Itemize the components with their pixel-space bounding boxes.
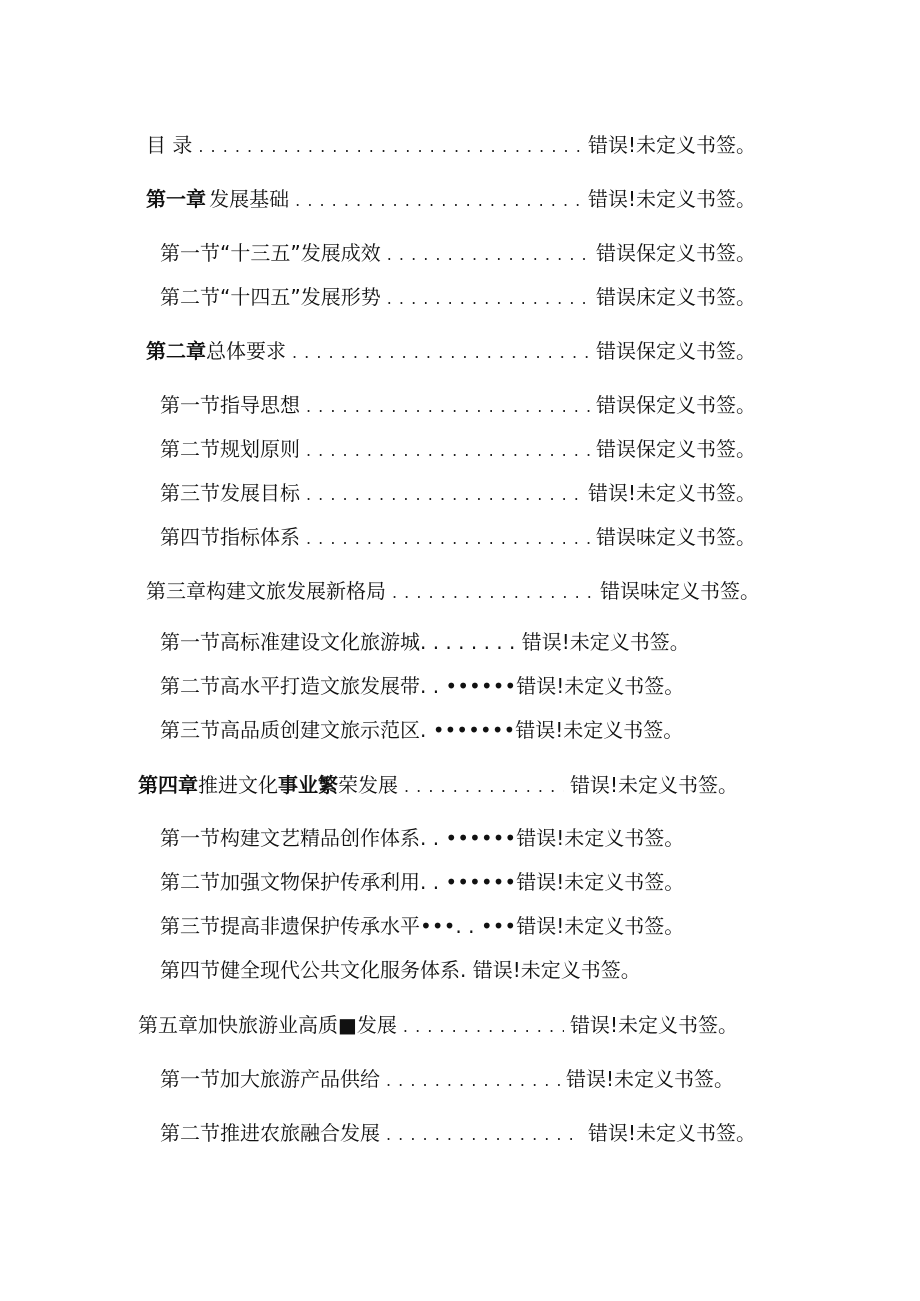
toc-leader — [292, 340, 590, 366]
toc-entry-title: 第二节推进农旅融合发展 — [160, 1121, 380, 1145]
toc-entry-page-ref: 错误!未定义书签。 — [569, 773, 738, 797]
toc-entry-title-part: 第五章加快旅游业高质 — [138, 1013, 338, 1037]
toc-entry-section-2-4 — [160, 524, 756, 552]
toc-leader — [306, 526, 590, 552]
toc-leader — [387, 242, 590, 268]
toc-entry-page-ref: 错误!未定义书签。 — [587, 133, 756, 157]
toc-leader — [404, 774, 564, 800]
toc-entry-section-5-1 — [160, 1066, 734, 1094]
toc-entry-chapter-5 — [138, 1012, 738, 1040]
toc-entry-title-part: 第四章 — [138, 773, 198, 797]
toc-entry-title-part: 荣发展 — [338, 773, 398, 797]
toc-leader — [306, 394, 590, 420]
toc-entry-page-ref: 错误床定义书签。 — [596, 285, 756, 309]
toc-leader — [306, 482, 582, 508]
toc-chapter-number: 第二章 — [146, 339, 206, 363]
toc-entry-page-ref: 错误!未定义书签。 — [587, 481, 756, 505]
toc-entry-section-2-2 — [160, 436, 756, 464]
toc-entry-page-ref: 错误保定义书签。 — [596, 393, 756, 417]
toc-entry-title: 发展基础 — [209, 187, 290, 211]
toc-chapter-4-sections — [160, 816, 772, 992]
toc-entry-section-3-1: 第一节高标准建设文化旅游城. . . . . . . . 错误!未定义书签。 — [160, 630, 690, 654]
toc-entry-section-1-1 — [160, 240, 756, 268]
toc-entry-section-4-4: 第四节健全现代公共文化服务体系. 错误!未定义书签。 — [160, 958, 641, 982]
toc-entry-page-ref: 错误!未定义书签。 — [565, 1067, 734, 1091]
toc-leader — [403, 1014, 564, 1040]
toc-entry-title: 第二节“十四五”发展形势 — [160, 285, 381, 309]
toc-entry-title-part: 推进文化 — [198, 773, 278, 797]
toc-entry-title: 第三章构建文旅发展新格局 — [146, 579, 386, 603]
toc-leader — [306, 438, 590, 464]
toc-entry-section-3-2: 第二节高水平打造文旅发展带. . ••••••错误!未定义书签。 — [160, 674, 685, 698]
toc-entry-section-2-3 — [160, 480, 756, 508]
toc-entry-chapter-3 — [146, 578, 760, 606]
toc-entry-contents — [146, 132, 756, 160]
toc-entry-page-ref: 错误味定义书签。 — [596, 525, 756, 549]
toc-entry-title: 总体要求 — [206, 339, 286, 363]
toc-entry-section-4-2: 第二节加强文物保护传承利用. . ••••••错误!未定义书签。 — [160, 870, 685, 894]
toc-entry-title-part: 事业繁 — [278, 773, 338, 797]
toc-entry-chapter-1 — [146, 186, 756, 214]
toc-entry-page-ref: 错误保定义书签。 — [596, 241, 756, 265]
toc-entry-title: 第二节规划原则 — [160, 437, 300, 461]
toc-entry-section-2-1 — [160, 392, 756, 420]
toc-entry-title: 第一节“十三五”发展成效 — [160, 241, 381, 265]
toc-entry-title: 第四节指标体系 — [160, 525, 300, 549]
toc-entry-title: 第三节发展目标 — [160, 481, 300, 505]
toc-entry-chapter-4 — [138, 772, 738, 800]
toc-entry-section-1-2 — [160, 284, 756, 312]
toc-entry-title: 第一节加大旅游产品供给 — [160, 1067, 380, 1091]
toc-entry-page-ref: 错误!未定义书签。 — [569, 1013, 738, 1037]
toc-entry-page-ref: 错误!未定义书签。 — [587, 1121, 756, 1145]
toc-entry-title-part: 发展 — [356, 1013, 397, 1037]
toc-chapter-number: 第一章 — [146, 187, 206, 211]
toc-entry-section-5-2 — [160, 1120, 756, 1148]
toc-leader — [392, 580, 594, 606]
toc-leader — [295, 188, 582, 214]
toc-entry-title: 目 录 — [146, 133, 193, 157]
black-square-mark: ■ — [338, 1013, 357, 1037]
toc-leader — [386, 1122, 582, 1148]
toc-leader — [386, 1068, 560, 1094]
toc-entry-page-ref: 错误保定义书签。 — [596, 437, 756, 461]
toc-entry-title: 第一节指导思想 — [160, 393, 300, 417]
toc-entry-chapter-2 — [146, 338, 756, 366]
toc-entry-page-ref: 错误!未定义书签。 — [587, 187, 756, 211]
toc-entry-section-4-1: 第一节构建文艺精品创作体系. . ••••••错误!未定义书签。 — [160, 826, 685, 850]
toc-entry-page-ref: 错误保定义书签。 — [596, 339, 756, 363]
toc-chapter-3-sections — [160, 620, 772, 752]
toc-entry-section-4-3: 第三节提高非遗保护传承水平•••. . •••错误!未定义书签。 — [160, 914, 685, 938]
toc-entry-page-ref: 错误味定义书签。 — [600, 579, 760, 603]
toc-entry-section-3-3: 第三节高品质创建文旅示范区. •••••••错误!未定义书签。 — [160, 718, 684, 742]
toc-leader — [387, 286, 590, 312]
toc-leader — [198, 134, 582, 160]
